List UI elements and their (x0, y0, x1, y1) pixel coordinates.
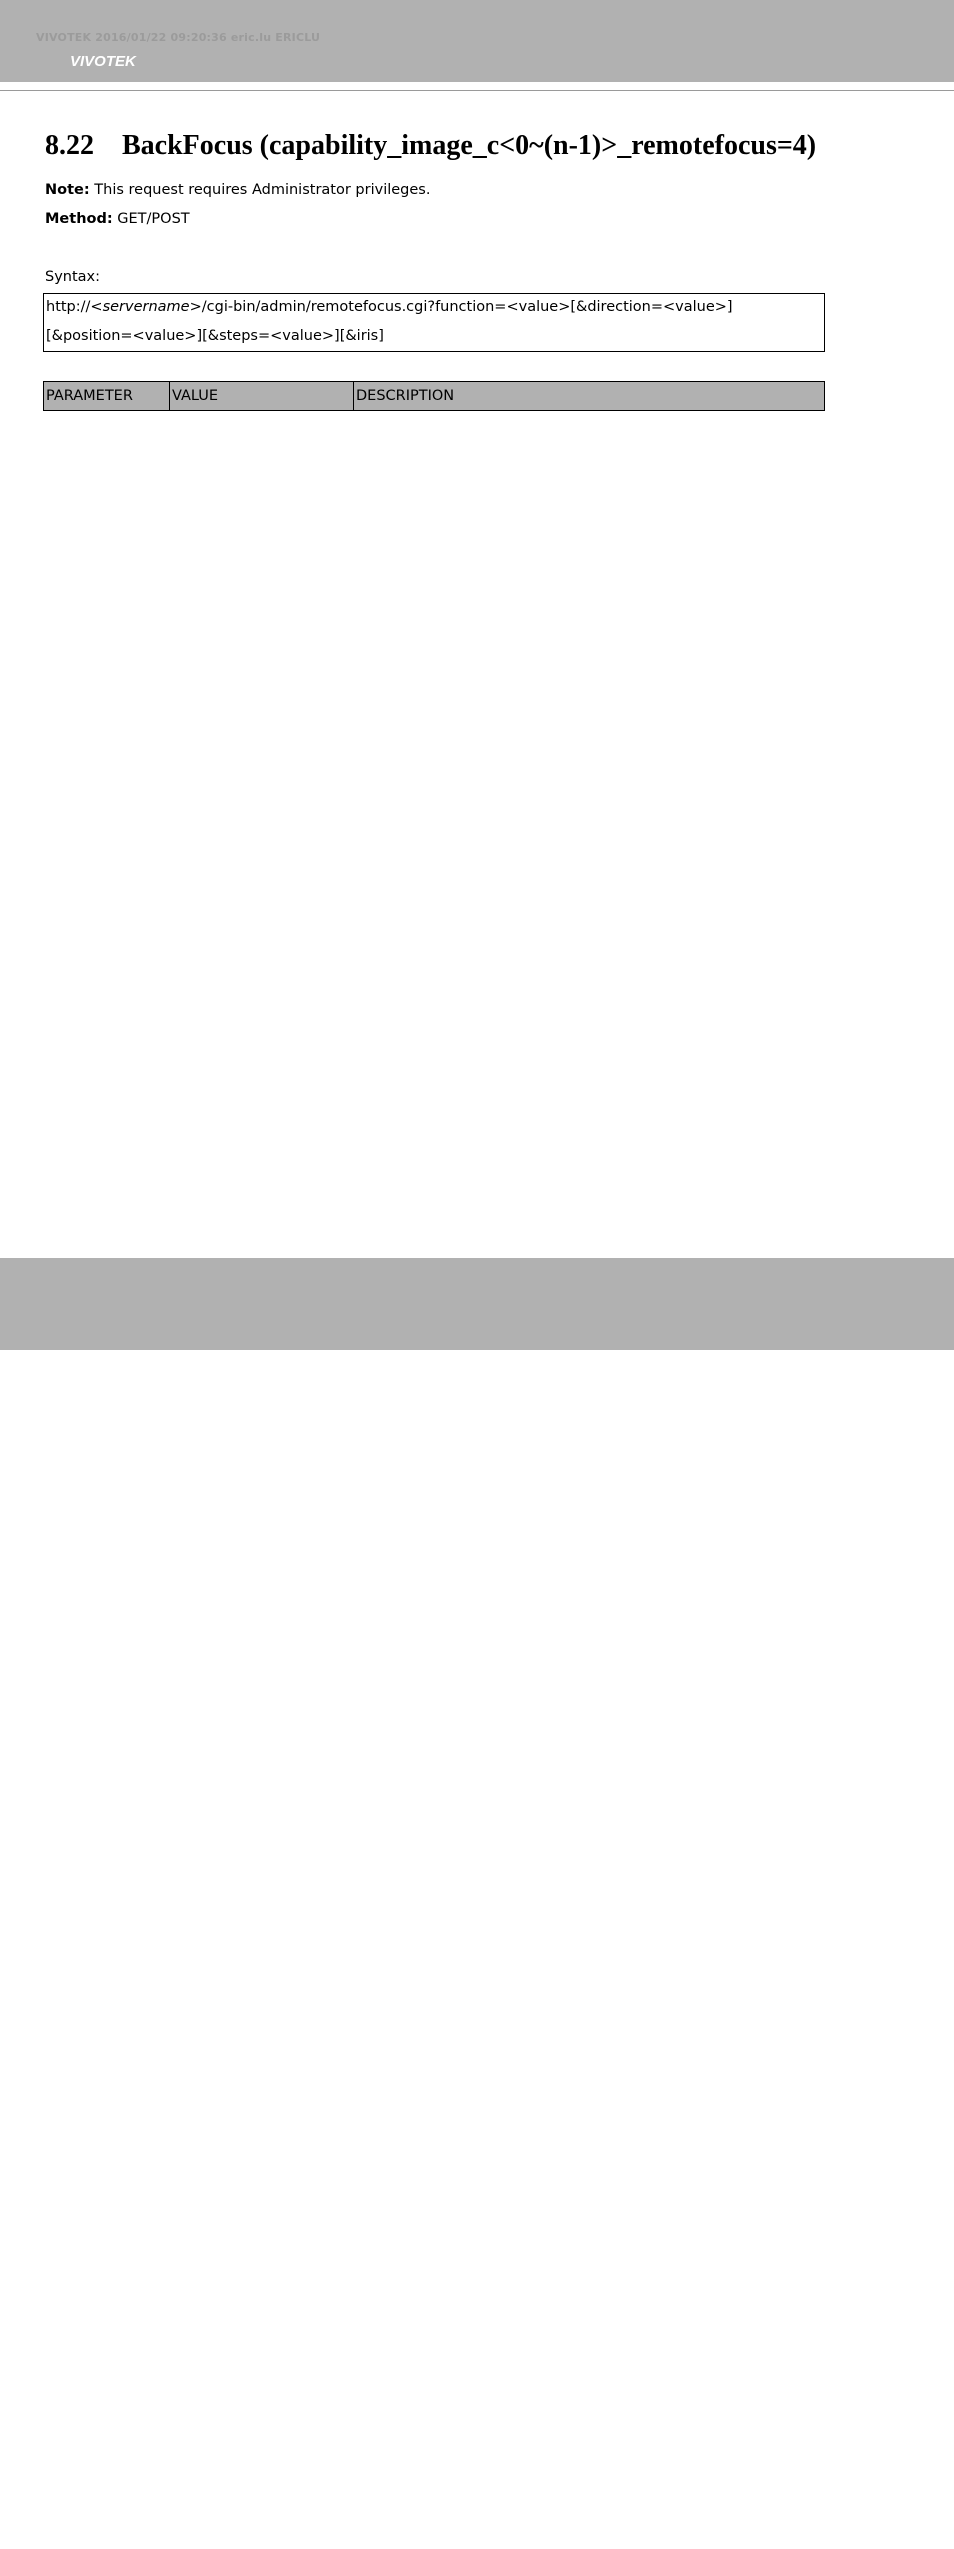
method-text: GET/POST (112, 211, 190, 227)
parameter-table (43, 381, 825, 411)
page-header (0, 0, 954, 82)
syntax-servername: servername (102, 299, 190, 315)
section-title (45, 130, 816, 162)
column-header-parameter: PARAMETER (44, 382, 170, 411)
note-line (45, 182, 430, 198)
page-footer (0, 1258, 954, 2549)
column-header-description: DESCRIPTION (354, 382, 825, 411)
syntax-suffix: >/cgi-bin/admin/remotefocus.cgi?function=<value>[&direction=<value>] (189, 299, 733, 315)
brand-logo-text: VIVOTEK (70, 53, 136, 70)
syntax-box (43, 293, 825, 352)
page-number-label: 336 - User's Manual (69, 2533, 194, 2549)
syntax-prefix: http://< (46, 299, 103, 315)
note-text: This request requires Administrator privileges. (89, 182, 431, 198)
syntax-line-1 (46, 299, 733, 315)
method-label: Method: (45, 211, 113, 227)
syntax-line-2: [&position=<value>][&steps=<value>][&iris] (46, 328, 384, 344)
section-title-text: BackFocus (capability_image_c<0~(n-1)>_remotefocus=4) (122, 130, 817, 161)
watermark-text: VIVOTEK 2016/01/22 09:20:36 eric.lu ERICLU (36, 31, 321, 44)
section-number: 8.22 (45, 130, 94, 161)
column-header-value: VALUE (170, 382, 354, 411)
method-line (45, 211, 190, 227)
table-header-row (44, 382, 825, 411)
header-divider (0, 90, 954, 91)
note-label: Note: (45, 182, 90, 198)
syntax-label: Syntax: (45, 269, 101, 285)
